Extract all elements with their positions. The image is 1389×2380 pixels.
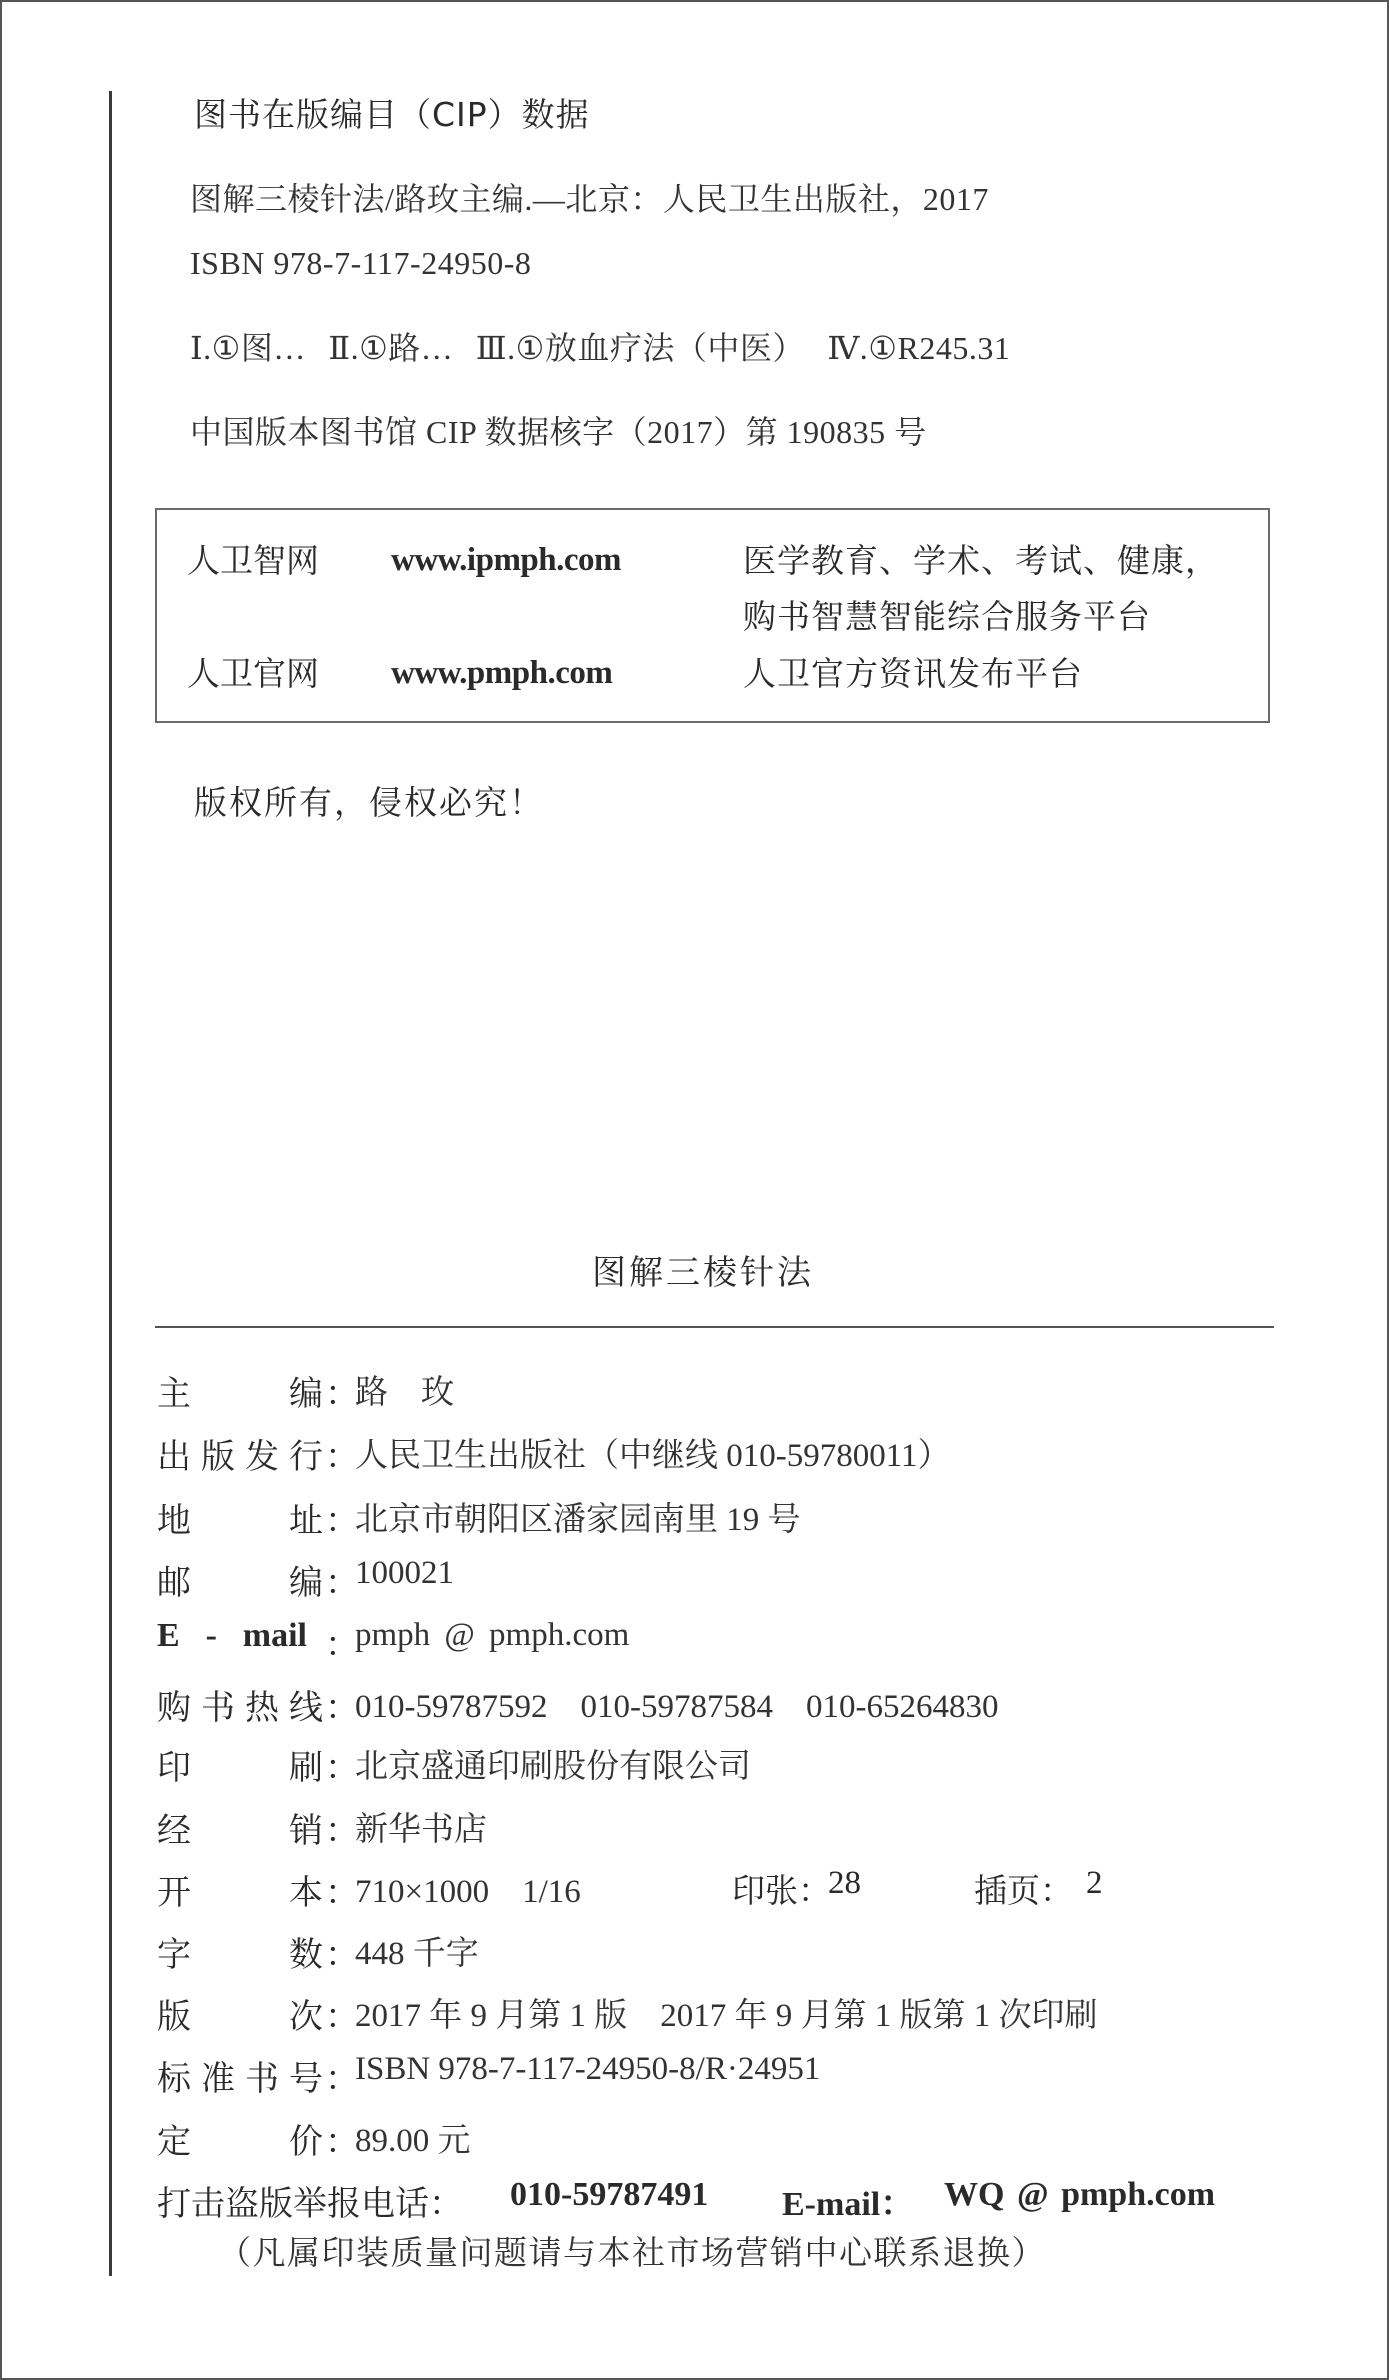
row-label: 出 版 发 行 xyxy=(157,1437,323,1477)
site-url-link[interactable]: www.pmph.com xyxy=(391,655,613,691)
cip-line-isbn: ISBN 978-7-117-24950-8 xyxy=(190,245,532,281)
email-link[interactable]: pmph @ pmph.com xyxy=(355,1617,630,1653)
row-value: ISBN 978-7-117-24950-8/R·24951 xyxy=(355,2051,821,2087)
book-title: 图解三棱针法 xyxy=(592,1253,814,1293)
site-name: 人卫官网 xyxy=(187,654,319,693)
row-word-count: 字 数 ： 448 千字 xyxy=(157,1927,1277,1967)
row-format: 开 本 ： 710×1000 1/16 印张： 28 插页： 2 xyxy=(157,1865,1103,1913)
row-publisher: 出 版 发 行 ： 人民卫生出版社（中继线 010-59780011） xyxy=(157,1429,1277,1469)
row-value: 新华书店 xyxy=(355,1812,487,1848)
row-isbn: 标 准 书 号 ： ISBN 978-7-117-24950-8/R·24951 xyxy=(157,2051,821,2099)
row-label: 购 书 热 线 xyxy=(157,1688,323,1728)
row-label: 印 刷 xyxy=(157,1748,323,1788)
row-label: 字 数 xyxy=(157,1935,323,1975)
cip-line-classification: Ⅰ.①图… Ⅱ.①路… Ⅲ.①放血疗法（中医） Ⅳ.①R245.31 xyxy=(190,330,1011,366)
site-description: 购书智慧智能综合服务平台 xyxy=(743,597,1151,636)
sheets-value: 28 xyxy=(828,1865,861,1901)
row-label: 标 准 书 号 xyxy=(157,2059,323,2099)
site-description: 医学教育、学术、考试、健康， xyxy=(743,541,1219,580)
row-label: 邮 编 xyxy=(157,1563,323,1603)
row-edition: 版 次 ： 2017 年 9 月第 1 版 2017 年 9 月第 1 版第 1 次印刷 xyxy=(157,1989,1277,2029)
title-divider xyxy=(155,1326,1274,1328)
row-value: 89.00 元 xyxy=(355,2123,471,2159)
row-label: 开 本 xyxy=(157,1873,323,1913)
row-label: 版 次 xyxy=(157,1997,323,2037)
row-distributor: 经 销 ： 新华书店 xyxy=(157,1803,1277,1843)
site-url-link[interactable]: www.ipmph.com xyxy=(391,542,622,578)
row-label: 地 址 xyxy=(157,1501,323,1541)
row-value: 人民卫生出版社（中继线 010-59780011） xyxy=(355,1438,951,1474)
website-info-box xyxy=(155,508,1270,723)
row-chief-editor: 主 编 ： 路 玫 xyxy=(157,1366,1277,1406)
cip-line-bibliographic: 图解三棱针法/路玫主编.—北京：人民卫生出版社，2017 xyxy=(190,181,989,217)
row-email: E - mail ： pmph @ pmph.com xyxy=(157,1617,630,1665)
row-sales-hotline: 购 书 热 线 ： 010-59787592 010-59787584 010-65264830 xyxy=(157,1680,1277,1720)
row-value: 北京盛通印刷股份有限公司 xyxy=(355,1749,751,1785)
row-antipiracy xyxy=(157,2176,1277,2224)
row-value: 448 千字 xyxy=(355,1936,479,1972)
antipiracy-email-link[interactable]: WQ @ pmph.com xyxy=(944,2176,1216,2213)
antipiracy-label: 打击盗版举报电话： xyxy=(157,2184,463,2224)
site-name: 人卫智网 xyxy=(187,541,319,580)
row-value: 2017 年 9 月第 1 版 2017 年 9 月第 1 版第 1 次印刷 xyxy=(355,1998,1098,2034)
row-label: 经 销 xyxy=(157,1811,323,1851)
cip-title: 图书在版编目（CIP）数据 xyxy=(194,95,590,134)
left-margin-rule xyxy=(109,91,112,2276)
website-row-continuation xyxy=(157,597,1268,640)
row-printer: 印 刷 ： 北京盛通印刷股份有限公司 xyxy=(157,1740,1277,1780)
row-label: 主 编 xyxy=(157,1374,323,1414)
website-row-ipmph xyxy=(157,541,1268,584)
row-value: 010-59787592 010-59787584 010-65264830 xyxy=(355,1689,999,1725)
row-price: 定 价 ： 89.00 元 xyxy=(157,2114,1277,2154)
sheets-label: 印张： xyxy=(732,1871,831,1910)
row-value: 710×1000 1/16 xyxy=(355,1874,581,1910)
row-label: 定 价 xyxy=(157,2122,323,2162)
copyright-notice: 版权所有，侵权必究！ xyxy=(194,783,544,822)
site-description: 人卫官方资讯发布平台 xyxy=(743,654,1083,693)
row-address: 地 址 ： 北京市朝阳区潘家园南里 19 号 xyxy=(157,1493,1277,1533)
antipiracy-phone: 010-59787491 xyxy=(510,2176,709,2213)
returns-note: （凡属印装质量问题请与本社市场营销中心联系退换） xyxy=(218,2236,1046,2272)
inserts-label: 插页： xyxy=(974,1871,1073,1910)
row-value: 100021 xyxy=(355,1555,454,1591)
row-value: 路 玫 xyxy=(355,1375,454,1411)
antipiracy-email-label: E-mail： xyxy=(782,2186,915,2223)
cip-line-record-number: 中国版本图书馆 CIP 数据核字（2017）第 190835 号 xyxy=(190,414,927,450)
row-label: E - mail xyxy=(157,1617,307,1654)
website-row-pmph xyxy=(157,654,1268,697)
row-postcode: 邮 编 ： 100021 xyxy=(157,1555,454,1603)
row-value: 北京市朝阳区潘家园南里 19 号 xyxy=(355,1502,801,1538)
inserts-value: 2 xyxy=(1086,1865,1103,1901)
